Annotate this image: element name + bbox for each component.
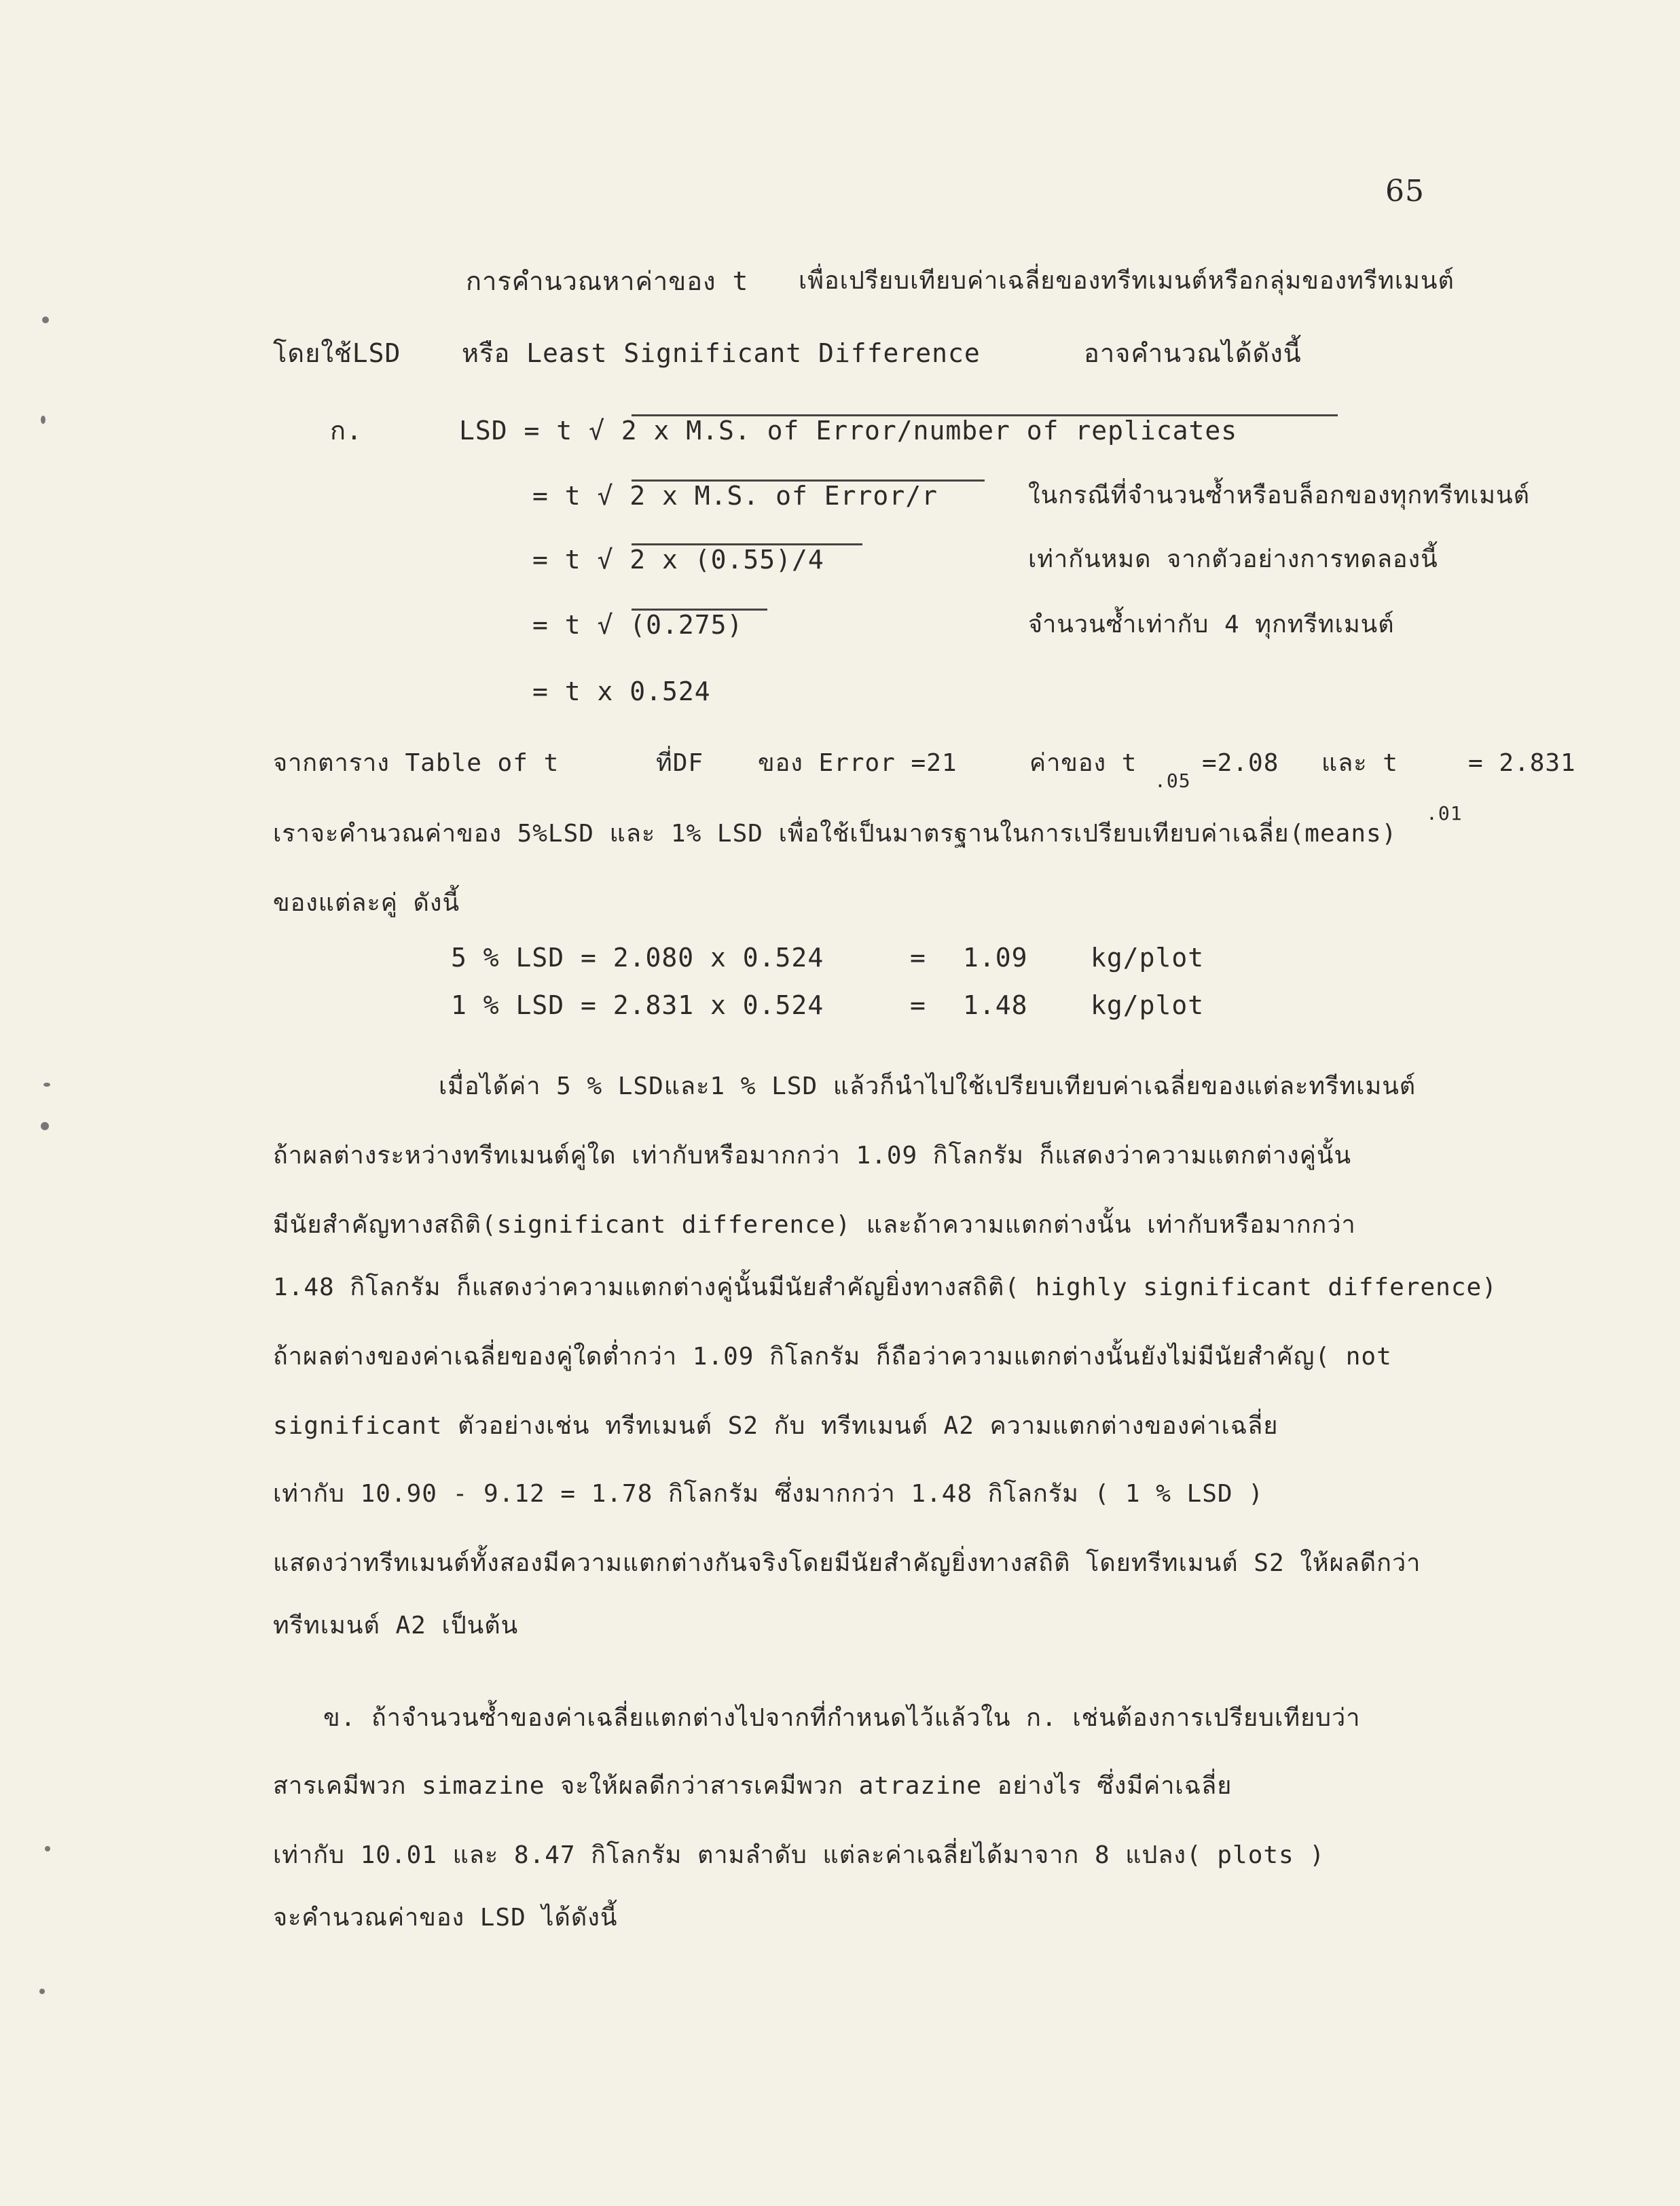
para2-line: ข. ถ้าจำนวนซ้ำของค่าเฉลี่ยแตกต่างไปจากที่กำหนดไว้แล้วใน ก. เช่นต้องการเปรียบเทียบว่า: [323, 1704, 1361, 1732]
formula-step-3: = t √ 2 x (0.55)/4: [532, 545, 824, 575]
para1-line: เท่ากับ 10.90 - 9.12 = 1.78 กิโลกรัม ซึ่งมากกว่า 1.48 กิโลกรัม ( 1 % LSD ): [273, 1480, 1264, 1508]
para2-line: จะคำนวณค่าของ LSD ได้ดังนี้: [273, 1904, 618, 1932]
margin-speck: [41, 416, 45, 424]
intro-line-2a: โดยใช้LSD: [273, 338, 401, 368]
para2-line: เท่ากับ 10.01 และ 8.47 กิโลกรัม ตามลำดับ แต่ละค่าเฉลี่ยได้มาจาก 8 แปลง( plots ): [273, 1841, 1326, 1869]
intro-line-1a: การคำนวณหาค่าของ t: [466, 266, 749, 296]
margin-speck: [42, 317, 49, 323]
margin-speck: [41, 1122, 49, 1130]
lsd-row-value: 1.48: [963, 990, 1028, 1020]
intro-line-2b: หรือ Least Significant Difference: [462, 338, 981, 368]
table-line-sub-05: .05: [1154, 770, 1191, 792]
margin-speck: [39, 1989, 45, 1994]
margin-speck: [45, 1846, 50, 1851]
intro-line-2c: อาจคำนวณได้ดังนี้: [1084, 338, 1302, 368]
lsd-row-label: 1 % LSD = 2.831 x 0.524: [451, 990, 824, 1020]
formula-label: ก.: [330, 416, 363, 446]
table-line-t05: =2.08: [1202, 749, 1279, 777]
table-line-t01: = 2.831: [1468, 749, 1576, 777]
formula-step-2: = t √ 2 x M.S. of Error/r: [532, 481, 938, 511]
lsd-row-value: 1.09: [963, 943, 1028, 973]
formula-step-4-note: จำนวนซ้ำเท่ากับ 4 ทุกทรีทเมนต์: [1028, 611, 1395, 638]
table-line-sub-01: .01: [1426, 802, 1463, 825]
para1-line: ถ้าผลต่างระหว่างทรีทเมนต์คู่ใด เท่ากับหรือมากกว่า 1.09 กิโลกรัม ก็แสดงว่าความแตกต่างคู่นั้น: [273, 1142, 1352, 1170]
para1-line: แสดงว่าทรีทเมนต์ทั้งสองมีความแตกต่างกันจริงโดยมีนัยสำคัญยิ่งทางสถิติ โดยทรีทเมนต์ S2 ให้ผลดีกว่า: [273, 1549, 1421, 1577]
para1-line: 1.48 กิโลกรัม ก็แสดงว่าความแตกต่างคู่นั้นมีนัยสำคัญยิ่งทางสถิติ( highly significant difference): [273, 1273, 1497, 1301]
calc-intro-line-2: ของแต่ละคู่ ดังนี้: [273, 889, 460, 917]
lsd-row-label: 5 % LSD = 2.080 x 0.524: [451, 943, 824, 973]
lsd-row-eq: =: [910, 990, 926, 1020]
para1-line: ถ้าผลต่างของค่าเฉลี่ยของคู่ใดต่ำกว่า 1.09 กิโลกรัม ก็ถือว่าความแตกต่างนั้นยังไม่มีนัยสำคัญ( not: [273, 1343, 1392, 1371]
table-line-a: จากตาราง Table of t: [273, 749, 560, 777]
formula-step-2-note: ในกรณีที่จำนวนซ้ำหรือบล็อกของทุกทรีทเมนต์: [1028, 482, 1531, 509]
margin-speck: [43, 1083, 50, 1087]
table-line-b: ที่DF: [656, 749, 704, 777]
para1-line: significant ตัวอย่างเช่น ทรีทเมนต์ S2 กับ ทรีทเมนต์ A2 ความแตกต่างของค่าเฉลี่ย: [273, 1412, 1279, 1440]
table-line-g: และ t: [1321, 749, 1398, 777]
intro-line-1b: เพื่อเปรียบเทียบค่าเฉลี่ยของทรีทเมนต์หรือกลุ่มของทรีทเมนต์: [799, 267, 1455, 295]
formula-step-5: = t x 0.524: [532, 676, 711, 706]
calc-intro-line-1: เราจะคำนวณค่าของ 5%LSD และ 1% LSD เพื่อใช้เป็นมาตรฐานในการเปรียบเทียบค่าเฉลี่ย(means): [273, 820, 1398, 848]
formula-step-3-note: เท่ากันหมด จากตัวอย่างการทดลองนี้: [1028, 545, 1438, 573]
lsd-row-eq: =: [910, 943, 926, 973]
table-line-d: ค่าของ t: [1029, 749, 1137, 777]
lsd-row-unit: kg/plot: [1091, 990, 1205, 1020]
page-number: 65: [1385, 174, 1425, 209]
para1-line: มีนัยสำคัญทางสถิติ(significant difference) และถ้าความแตกต่างนั้น เท่ากับหรือมากกว่า: [273, 1211, 1356, 1239]
para1-line: เมื่อได้ค่า 5 % LSDและ1 % LSD แล้วก็นำไปใช้เปรียบเทียบค่าเฉลี่ยของแต่ละทรีทเมนต์: [439, 1072, 1417, 1100]
table-line-c: ของ Error =21: [758, 749, 957, 777]
para1-line: ทรีทเมนต์ A2 เป็นต้น: [273, 1612, 519, 1640]
formula-step-4: = t √ (0.275): [532, 610, 744, 640]
lsd-row-unit: kg/plot: [1091, 943, 1205, 973]
formula-step-1: LSD = t √ 2 x M.S. of Error/number of replicates: [459, 416, 1238, 446]
para2-line: สารเคมีพวก simazine จะให้ผลดีกว่าสารเคมีพวก atrazine อย่างไร ซึ่งมีค่าเฉลี่ย: [273, 1772, 1232, 1800]
